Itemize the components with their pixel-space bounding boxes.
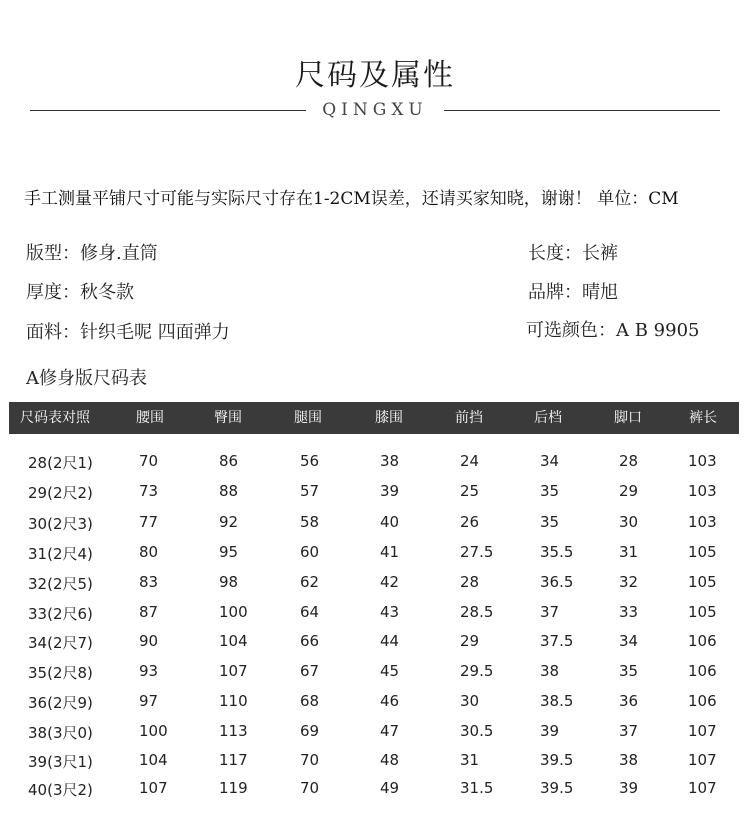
cell-knee: 38 xyxy=(380,452,400,470)
cell-front-rise: 28 xyxy=(460,573,480,591)
cell-knee: 42 xyxy=(380,573,400,591)
cell-front-rise: 28.5 xyxy=(460,603,494,621)
table-row xyxy=(0,751,750,779)
header-cell-size: 尺码表对照 xyxy=(20,410,90,426)
cell-length: 107 xyxy=(688,751,717,769)
size-table-title: A修身版尺码表 xyxy=(26,368,147,389)
cell-length: 107 xyxy=(688,779,717,797)
cell-thigh: 57 xyxy=(300,482,320,500)
attribute-length: 长度：长裤 xyxy=(528,243,618,264)
table-row xyxy=(0,543,750,571)
cell-back-rise: 39.5 xyxy=(540,779,574,797)
cell-leg-opening: 31 xyxy=(619,543,639,561)
table-row xyxy=(0,513,750,541)
page-title: 尺码及属性 xyxy=(295,58,455,93)
cell-waist: 104 xyxy=(139,751,168,769)
cell-hip: 92 xyxy=(219,513,239,531)
cell-size: 36(2尺9) xyxy=(28,694,93,712)
cell-front-rise: 30 xyxy=(460,692,480,710)
cell-hip: 119 xyxy=(219,779,248,797)
cell-leg-opening: 39 xyxy=(619,779,639,797)
cell-back-rise: 34 xyxy=(540,452,560,470)
cell-leg-opening: 33 xyxy=(619,603,639,621)
cell-length: 106 xyxy=(688,662,717,680)
cell-size: 28(2尺1) xyxy=(28,454,93,472)
header-cell-hip: 臀围 xyxy=(214,410,242,426)
cell-size: 29(2尺2) xyxy=(28,484,93,502)
header-cell-back-rise: 后档 xyxy=(534,410,562,426)
header-cell-length: 裤长 xyxy=(689,410,717,426)
cell-thigh: 60 xyxy=(300,543,320,561)
attribute-colors: 可选颜色：A B 9905 xyxy=(526,320,700,341)
cell-hip: 113 xyxy=(219,722,248,740)
cell-knee: 39 xyxy=(380,482,400,500)
cell-waist: 107 xyxy=(139,779,168,797)
divider-right xyxy=(444,110,720,111)
header-cell-waist: 腰围 xyxy=(136,410,164,426)
cell-hip: 98 xyxy=(219,573,239,591)
table-row xyxy=(0,722,750,750)
cell-knee: 48 xyxy=(380,751,400,769)
cell-hip: 100 xyxy=(219,603,248,621)
cell-knee: 49 xyxy=(380,779,400,797)
cell-length: 105 xyxy=(688,603,717,621)
cell-size: 38(3尺0) xyxy=(28,724,93,742)
table-row xyxy=(0,573,750,601)
cell-waist: 70 xyxy=(139,452,159,470)
cell-length: 103 xyxy=(688,452,717,470)
cell-knee: 44 xyxy=(380,632,400,650)
cell-waist: 93 xyxy=(139,662,159,680)
header-cell-front-rise: 前挡 xyxy=(455,410,483,426)
attribute-fabric: 面料：针织毛呢 四面弹力 xyxy=(26,322,230,343)
cell-back-rise: 39.5 xyxy=(540,751,574,769)
cell-hip: 95 xyxy=(219,543,239,561)
cell-size: 32(2尺5) xyxy=(28,575,93,593)
cell-knee: 41 xyxy=(380,543,400,561)
table-row xyxy=(0,452,750,480)
cell-waist: 100 xyxy=(139,722,168,740)
cell-thigh: 70 xyxy=(300,751,320,769)
cell-back-rise: 39 xyxy=(540,722,560,740)
cell-leg-opening: 30 xyxy=(619,513,639,531)
cell-length: 103 xyxy=(688,482,717,500)
cell-leg-opening: 34 xyxy=(619,632,639,650)
cell-back-rise: 35 xyxy=(540,513,560,531)
cell-thigh: 69 xyxy=(300,722,320,740)
cell-knee: 43 xyxy=(380,603,400,621)
cell-front-rise: 29.5 xyxy=(460,662,494,680)
cell-thigh: 56 xyxy=(300,452,320,470)
cell-front-rise: 31.5 xyxy=(460,779,494,797)
cell-hip: 86 xyxy=(219,452,239,470)
cell-thigh: 64 xyxy=(300,603,320,621)
cell-leg-opening: 36 xyxy=(619,692,639,710)
cell-leg-opening: 38 xyxy=(619,751,639,769)
table-row xyxy=(0,662,750,690)
cell-length: 107 xyxy=(688,722,717,740)
table-row xyxy=(0,692,750,720)
cell-thigh: 70 xyxy=(300,779,320,797)
cell-waist: 77 xyxy=(139,513,159,531)
cell-front-rise: 30.5 xyxy=(460,722,494,740)
cell-knee: 46 xyxy=(380,692,400,710)
cell-leg-opening: 35 xyxy=(619,662,639,680)
header-cell-thigh: 腿围 xyxy=(294,410,322,426)
cell-front-rise: 31 xyxy=(460,751,480,769)
brand-subtitle: QINGXU xyxy=(322,100,428,120)
cell-hip: 117 xyxy=(219,751,248,769)
cell-leg-opening: 37 xyxy=(619,722,639,740)
cell-size: 31(2尺4) xyxy=(28,545,93,563)
cell-back-rise: 36.5 xyxy=(540,573,574,591)
cell-back-rise: 35.5 xyxy=(540,543,574,561)
divider-left xyxy=(30,110,306,111)
table-row xyxy=(0,632,750,660)
table-row xyxy=(0,603,750,631)
cell-hip: 88 xyxy=(219,482,239,500)
cell-front-rise: 25 xyxy=(460,482,480,500)
cell-leg-opening: 32 xyxy=(619,573,639,591)
cell-length: 105 xyxy=(688,573,717,591)
measurement-note: 手工测量平铺尺寸可能与实际尺寸存在1-2CM误差，还请买家知晓，谢谢！ 单位：CM xyxy=(24,189,679,209)
attribute-thickness: 厚度：秋冬款 xyxy=(26,282,134,303)
cell-size: 39(3尺1) xyxy=(28,753,93,771)
cell-hip: 107 xyxy=(219,662,248,680)
attribute-brand: 品牌：晴旭 xyxy=(528,282,618,303)
table-row xyxy=(0,482,750,510)
cell-leg-opening: 28 xyxy=(619,452,639,470)
cell-thigh: 67 xyxy=(300,662,320,680)
attribute-fit: 版型：修身.直筒 xyxy=(26,243,158,264)
cell-size: 30(2尺3) xyxy=(28,515,93,533)
cell-back-rise: 38.5 xyxy=(540,692,574,710)
header-cell-knee: 膝围 xyxy=(375,410,403,426)
cell-waist: 90 xyxy=(139,632,159,650)
cell-waist: 80 xyxy=(139,543,159,561)
cell-front-rise: 29 xyxy=(460,632,480,650)
cell-front-rise: 24 xyxy=(460,452,480,470)
header-cell-leg-opening: 脚口 xyxy=(614,410,642,426)
cell-size: 33(2尺6) xyxy=(28,605,93,623)
table-header xyxy=(9,402,739,434)
cell-thigh: 68 xyxy=(300,692,320,710)
cell-back-rise: 35 xyxy=(540,482,560,500)
table-row xyxy=(0,779,750,807)
cell-back-rise: 38 xyxy=(540,662,560,680)
cell-back-rise: 37.5 xyxy=(540,632,574,650)
cell-length: 106 xyxy=(688,692,717,710)
cell-waist: 83 xyxy=(139,573,159,591)
cell-hip: 104 xyxy=(219,632,248,650)
cell-leg-opening: 29 xyxy=(619,482,639,500)
cell-length: 105 xyxy=(688,543,717,561)
cell-length: 106 xyxy=(688,632,717,650)
cell-knee: 47 xyxy=(380,722,400,740)
cell-length: 103 xyxy=(688,513,717,531)
cell-thigh: 62 xyxy=(300,573,320,591)
cell-size: 34(2尺7) xyxy=(28,634,93,652)
cell-hip: 110 xyxy=(219,692,248,710)
cell-knee: 40 xyxy=(380,513,400,531)
cell-thigh: 58 xyxy=(300,513,320,531)
cell-front-rise: 26 xyxy=(460,513,480,531)
cell-waist: 97 xyxy=(139,692,159,710)
cell-size: 35(2尺8) xyxy=(28,664,93,682)
cell-waist: 73 xyxy=(139,482,159,500)
cell-back-rise: 37 xyxy=(540,603,560,621)
cell-size: 40(3尺2) xyxy=(28,781,93,799)
cell-knee: 45 xyxy=(380,662,400,680)
cell-front-rise: 27.5 xyxy=(460,543,494,561)
cell-thigh: 66 xyxy=(300,632,320,650)
cell-waist: 87 xyxy=(139,603,159,621)
